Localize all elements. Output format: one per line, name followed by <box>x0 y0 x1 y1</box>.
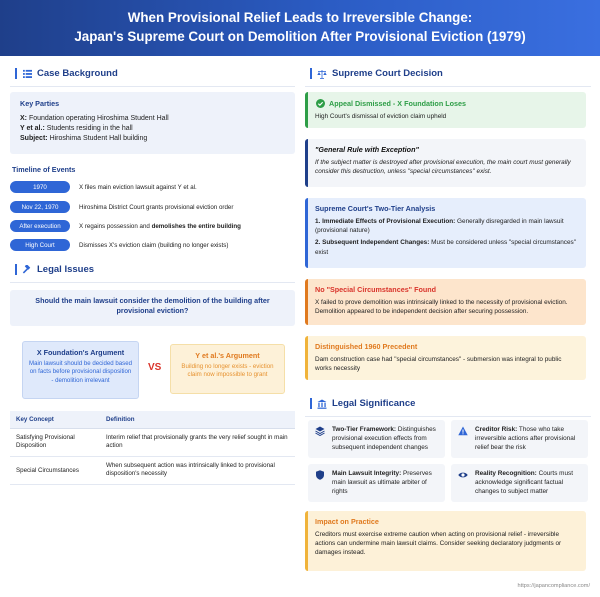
two-tier-item: 2. Subsequent Independent Changes: Must be considered unless "special circumstances" exist <box>315 239 576 256</box>
significance-text: Reality Recognition: Courts must acknowledge significant factual changes to subject matter <box>475 470 574 496</box>
section-title: Legal Issues <box>37 264 95 275</box>
table-header: Definition <box>100 411 295 429</box>
shield-icon <box>315 470 325 480</box>
significance-text: Two-Tier Framework: Distinguishes provisional execution effects from subsequent independent changes <box>332 426 436 452</box>
section-bar <box>310 68 312 79</box>
section-bar <box>15 68 17 79</box>
appeal-dismissed-text: High Court's dismissal of eviction claim upheld <box>315 113 447 120</box>
timeline-date: High Court <box>10 239 70 251</box>
versus-label: VS <box>148 362 162 373</box>
no-special-text: X failed to prove demolition was intrinsically linked to the necessity of provisional eviction. Demolition appeared to be independent decision after securing possession. <box>315 299 568 316</box>
timeline-text: X files main eviction lawsuit against Y et al. <box>79 183 197 191</box>
x-argument-card <box>22 341 139 399</box>
section-bar <box>310 398 312 409</box>
check-circle-icon <box>315 98 325 108</box>
timeline-heading: Timeline of Events <box>12 165 76 174</box>
key-concept-table <box>10 411 295 485</box>
section-title: Supreme Court Decision <box>332 68 443 79</box>
page-header <box>0 0 600 56</box>
key-parties-panel <box>10 92 295 154</box>
section-title: Case Background <box>37 68 118 79</box>
timeline-event <box>10 181 197 193</box>
key-parties-heading: Key Parties <box>20 99 60 108</box>
table-header: Key Concept <box>10 411 100 429</box>
timeline-text: X regains possession and demolishes the entire building <box>79 222 241 230</box>
general-rule-heading: "General Rule with Exception" <box>315 145 419 154</box>
impact-heading: Impact on Practice <box>315 517 379 526</box>
timeline-event <box>10 201 233 213</box>
timeline-date: Nov 22, 1970 <box>10 201 70 213</box>
legal-issues-heading <box>10 258 295 283</box>
list-icon <box>22 69 32 79</box>
table-row <box>10 429 295 457</box>
y-argument-card <box>170 344 285 394</box>
no-special-heading: No "Special Circumstances" Found <box>315 285 437 294</box>
significance-card <box>451 420 588 458</box>
eye-icon <box>458 470 468 480</box>
warning-icon <box>458 426 468 436</box>
significance-text: Main Lawsuit Integrity: Preserves main lawsuit as ultimate arbiter of rights <box>332 470 432 496</box>
general-rule-card <box>305 139 586 187</box>
timeline-text: Dismisses X's eviction claim (building no longer exists) <box>79 241 229 249</box>
appeal-dismissed-heading: Appeal Dismissed - X Foundation Loses <box>315 98 579 108</box>
table-cell: Interim relief that provisionally grants the very relief sought in main action <box>100 429 295 457</box>
no-special-circumstances-card <box>305 279 586 325</box>
right-column <box>305 62 591 557</box>
party-x: X: Foundation operating Hiroshima Student Hall <box>20 115 169 122</box>
timeline-date: After execution <box>10 220 70 232</box>
gavel-icon <box>22 265 32 275</box>
two-tier-heading: Supreme Court's Two-Tier Analysis <box>315 204 436 213</box>
y-argument-text: Building no longer exists - eviction claim now impossible to grant <box>181 363 274 379</box>
timeline-text: Hiroshima District Court grants provisional eviction order <box>79 203 234 211</box>
impact-text: Creditors must exercise extreme caution when acting on provisional relief - irreversible actions can undermine main lawsuit claims. Consider seeking declaratory judgments or damages instead. <box>315 531 562 557</box>
y-argument-heading: Y et al.'s Argument <box>195 351 260 360</box>
legal-question: Should the main lawsuit consider the demolition of the building after provisional eviction? <box>35 296 270 315</box>
x-argument-heading: X Foundation's Argument <box>36 348 125 357</box>
party-subject: Subject: Hiroshima Student Hall building <box>20 135 148 142</box>
precedent-heading: Distinguished 1960 Precedent <box>315 342 418 351</box>
timeline-event <box>10 220 241 232</box>
party-y: Y et al.: Students residing in the hall <box>20 125 133 132</box>
precedent-text: Dam construction case had "special circumstances" - submersion was integral to public works necessity <box>315 356 562 373</box>
timeline-event <box>10 239 228 251</box>
significance-text: Creditor Risk: Those who take irreversible actions after provisional relief bear the risk <box>475 426 576 452</box>
question-panel <box>10 290 295 326</box>
decision-heading <box>305 62 591 87</box>
section-bar <box>15 264 17 275</box>
significance-card <box>451 464 588 502</box>
two-tier-card <box>305 198 586 268</box>
page-title-line1: When Provisional Relief Leads to Irreversible Change: <box>127 10 473 25</box>
x-argument-text: Main lawsuit should be decided based on facts before provisional disposition - demolition irrelevant <box>29 360 132 384</box>
table-cell: When subsequent action was intrinsically linked to provisional disposition's necessity <box>100 456 295 484</box>
precedent-card <box>305 336 586 380</box>
footer-url: https://japancompliance.com/ <box>517 583 590 589</box>
table-cell: Special Circumstances <box>10 456 100 484</box>
section-title: Legal Significance <box>332 398 416 409</box>
case-background-heading <box>10 62 295 87</box>
appeal-dismissed-card <box>305 92 586 128</box>
table-row <box>10 456 295 484</box>
layers-icon <box>315 426 325 436</box>
general-rule-text: If the subject matter is destroyed after provisional execution, the main court must generally consider this destruction, unless "special circumstances" exist. <box>315 159 571 176</box>
table-cell: Satisfying Provisional Disposition <box>10 429 100 457</box>
significance-card <box>308 464 445 502</box>
two-tier-item: 1. Immediate Effects of Provisional Execution: Generally disregarded in main lawsuit (provisional nature) <box>315 218 564 235</box>
impact-card <box>305 511 586 571</box>
scale-icon <box>317 69 327 79</box>
significance-card <box>308 420 445 458</box>
significance-heading <box>305 392 591 417</box>
page-title-line2: Japan's Supreme Court on Demolition After Provisional Eviction (1979) <box>74 29 526 44</box>
timeline-date: 1970 <box>10 181 70 193</box>
left-column <box>10 62 295 478</box>
building-icon <box>317 399 327 409</box>
